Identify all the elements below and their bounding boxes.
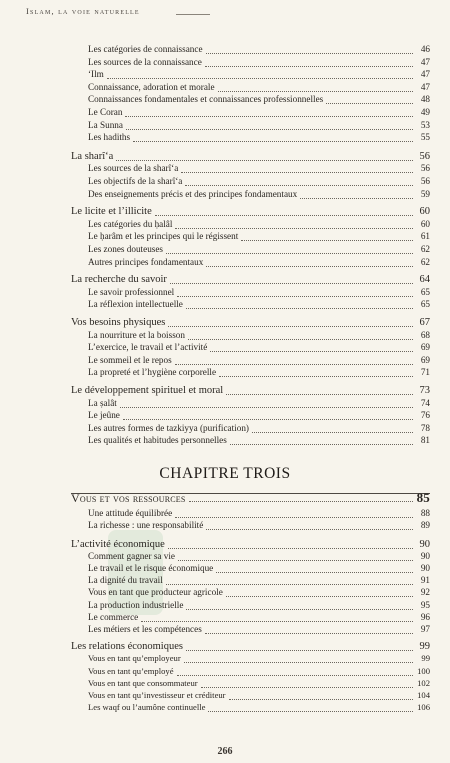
toc-entry-page: 74: [420, 397, 430, 408]
toc-leader-dots: [210, 343, 413, 352]
toc-entry-title: Les objectifs de la sharî‘a: [88, 176, 183, 186]
toc-entry-page: 99: [421, 653, 430, 664]
toc-entry-page: 73: [419, 385, 430, 396]
toc-entry-page: 92: [420, 587, 430, 598]
toc-entry-page: 64: [419, 274, 430, 286]
toc-entry-page: 91: [420, 575, 430, 586]
toc-entry-page: 102: [417, 677, 430, 688]
toc-leader-dots: [155, 207, 413, 216]
toc-subentry: [88, 652, 430, 665]
toc-subentry: [88, 298, 430, 311]
toc-entry-page: 76: [420, 410, 430, 421]
toc-entry-title: Comment gagner sa vie: [88, 550, 176, 561]
toc-entry-title: Les autres formes de tazkiyya (purification): [88, 422, 249, 433]
toc-subentry: [88, 507, 430, 520]
toc-leader-dots: [226, 588, 413, 597]
toc-entry-page: 89: [420, 520, 430, 531]
toc-subentry: [88, 93, 430, 106]
toc-leader-dots: [206, 258, 413, 267]
toc-subentry: [88, 230, 430, 243]
toc-entry-page: 78: [420, 422, 430, 433]
toc-leader-dots: [125, 108, 413, 117]
toc-entry-page: 47: [420, 56, 430, 67]
toc-entry-title: ‘Ilm: [88, 69, 104, 80]
toc-entry-title: Le Coran: [88, 107, 123, 117]
toc-leader-dots: [175, 356, 413, 365]
toc-leader-dots: [120, 399, 413, 408]
toc-entry: [71, 150, 430, 163]
toc-entry-title: Les sources de la sharî‘a: [88, 163, 179, 174]
toc-leader-dots: [141, 613, 413, 622]
toc-entry-page: 56: [420, 176, 430, 186]
toc-entry-title: Les relations économiques: [71, 641, 183, 653]
toc-entry-page: 67: [419, 317, 430, 328]
toc-entry-title: Le licite et l’illicite: [71, 206, 152, 218]
toc-subentry: [88, 623, 430, 636]
toc-subentry: [88, 586, 430, 599]
toc-leader-dots: [300, 190, 413, 199]
toc-subentry: [88, 329, 430, 342]
toc-entry-page: 71: [420, 367, 430, 378]
toc-entry-title: Vous en tant qu’investisseur et créditeur: [88, 690, 226, 700]
toc-leader-dots: [123, 411, 413, 420]
toc-subentry: [88, 256, 430, 269]
toc-entry-title: La richesse : une responsabilité: [88, 520, 204, 531]
toc-leader-dots: [170, 275, 413, 284]
toc-entry-title: Le savoir professionnel: [88, 286, 175, 297]
toc-entry-page: 68: [420, 329, 430, 340]
toc-subentry: [88, 397, 430, 410]
toc-subentry: [88, 56, 430, 69]
toc-entry-title: Le jeûne: [88, 410, 120, 421]
toc-subentry: [88, 162, 430, 175]
toc-entry-title: La Sunna: [88, 119, 123, 130]
toc-entry-title: Les qualités et habitudes personnelles: [88, 435, 227, 446]
toc-entry-title: Les sources de la connaissance: [88, 56, 202, 67]
toc-entry-title: Vous en tant qu’employeur: [88, 653, 181, 664]
toc-entry-page: 62: [420, 256, 430, 267]
toc-leader-dots: [206, 45, 413, 54]
toc-entry-page: 49: [420, 107, 430, 117]
toc-leader-dots: [216, 564, 413, 573]
toc-entry: [71, 316, 430, 329]
toc-entry-title: L’activité économique: [71, 538, 165, 550]
toc-subentry: [88, 131, 430, 144]
toc-leader-dots: [126, 121, 413, 130]
toc-entry-title: Vos besoins physiques: [71, 317, 166, 328]
toc-leader-dots: [178, 552, 413, 561]
toc-entry-page: 47: [420, 81, 430, 92]
toc-entry-page: 59: [420, 188, 430, 199]
toc-entry-title: La dignité du travail: [88, 575, 163, 586]
toc-entry: [71, 273, 430, 286]
toc-entry-page: 48: [420, 94, 430, 105]
toc-entry-title: Le travail et le risque économique: [88, 563, 214, 573]
toc-entry-page: 47: [420, 69, 430, 80]
toc-entry-page: 85: [416, 490, 430, 505]
toc-leader-dots: [230, 436, 413, 445]
toc-subentry: [88, 550, 430, 563]
toc-entry-page: 69: [420, 342, 430, 353]
toc-entry-title: La ṣalât: [88, 397, 117, 408]
toc-subentry: [88, 599, 430, 612]
toc-leader-dots: [116, 152, 413, 161]
toc-entry: [71, 538, 430, 551]
toc-leader-dots: [201, 679, 413, 688]
toc-leader-dots: [107, 70, 413, 79]
toc-entry-page: 106: [417, 702, 430, 713]
toc-entry-page: 55: [420, 132, 430, 143]
toc-entry-title: Une attitude équilibrée: [88, 508, 173, 519]
toc-subentry: [88, 434, 430, 447]
toc-subentry: [88, 701, 430, 714]
toc-entry: [71, 640, 430, 653]
toc-leader-dots: [168, 540, 413, 549]
running-header-title: Islam, la voie naturelle: [26, 6, 140, 16]
toc-leader-dots: [188, 331, 413, 340]
toc-entry-page: 97: [420, 624, 430, 634]
toc-entry-title: Les waqf ou l’aumône continuelle: [88, 702, 206, 713]
toc-entry-page: 69: [420, 354, 430, 365]
toc-leader-dots: [177, 288, 413, 297]
toc-entry-title: Vous en tant que consommateur: [88, 677, 198, 688]
toc-entry-title: Vous en tant que producteur agricole: [88, 587, 223, 598]
toc-leader-dots: [326, 95, 413, 104]
toc-leader-dots: [175, 509, 413, 518]
toc-leader-dots: [241, 232, 413, 241]
toc-leader-dots: [186, 601, 413, 610]
toc-leader-dots: [229, 691, 413, 700]
toc-entry-title: La sharî‘a: [71, 150, 114, 162]
toc-entry-page: 65: [420, 286, 430, 297]
toc-entry-title: La propreté et l’hygiène corporelle: [88, 367, 217, 378]
toc-leader-dots: [185, 177, 413, 186]
toc-leader-dots: [219, 368, 413, 377]
toc-entry-page: 62: [420, 244, 430, 254]
page-number: 266: [217, 746, 233, 757]
toc-leader-dots: [205, 625, 413, 634]
toc-subentry: [88, 341, 430, 354]
toc-leader-dots: [186, 642, 413, 651]
toc-subentry: [88, 409, 430, 422]
toc-entry-title: La production industrielle: [88, 599, 184, 610]
running-header: [26, 6, 430, 20]
toc-entry-title: Connaissance, adoration et morale: [88, 81, 215, 92]
toc-leader-dots: [181, 164, 413, 173]
toc-leader-dots: [252, 424, 413, 433]
toc-subentry: [88, 354, 430, 367]
toc-entry-page: 53: [420, 119, 430, 130]
header-rule: [176, 14, 210, 15]
toc-leader-dots: [168, 318, 413, 327]
toc-subentry: [88, 175, 430, 188]
toc-subentry: [88, 422, 430, 435]
toc-subentry: [88, 574, 430, 587]
toc-entry-page: 60: [420, 218, 430, 229]
toc-entry-page: 100: [417, 665, 430, 676]
toc-entry-title: Connaissances fondamentales et connaissances professionnelles: [88, 94, 324, 105]
toc-entry-title: Le ḥarâm et les principes qui le régissent: [88, 231, 239, 242]
toc-entry-page: 56: [420, 163, 430, 174]
toc-leader-dots: [175, 220, 413, 229]
toc-subentry: [88, 665, 430, 678]
toc-subentry: [88, 611, 430, 624]
toc-entry: [71, 384, 430, 397]
toc-entry-page: 90: [419, 538, 430, 550]
toc-subentry: [88, 519, 430, 532]
toc-leader-dots: [177, 667, 413, 676]
toc-entry-title: La réflexion intellectuelle: [88, 299, 183, 310]
toc-entry: [71, 205, 430, 218]
toc-subentry: [88, 81, 430, 94]
toc-entry-title: Vous en tant qu’employé: [88, 665, 174, 676]
toc-entry-page: 90: [420, 550, 430, 561]
toc-entry-title: Les zones douteuses: [88, 244, 164, 254]
toc-entry-page: 60: [419, 206, 430, 218]
toc-subentry: [88, 218, 430, 231]
toc-leader-dots: [186, 300, 413, 309]
toc-entry-page: 46: [420, 44, 430, 54]
toc-entry-title: La nourriture et la boisson: [88, 329, 185, 340]
toc-subentry: [88, 366, 430, 379]
toc-entry-title: Vous et vos ressources: [71, 491, 186, 505]
toc-subentry: [88, 286, 430, 299]
toc-entry-page: 90: [420, 563, 430, 573]
toc-entry-page: 56: [419, 150, 430, 162]
chapter-heading: CHAPITRE TROIS: [159, 465, 291, 482]
toc-entry-title: Le développement spirituel et moral: [71, 385, 224, 396]
toc-leader-dots: [226, 386, 413, 395]
toc-subentry: [88, 43, 430, 56]
toc-entry-page: 104: [417, 690, 430, 700]
toc-leader-dots: [206, 521, 413, 530]
toc-entry-title: Les métiers et les compétences: [88, 624, 202, 634]
toc-leader-dots: [205, 58, 413, 67]
toc-leader-dots: [189, 493, 413, 502]
toc-subentry: [88, 106, 430, 119]
toc-leader-dots: [166, 576, 413, 585]
toc-subentry: [88, 188, 430, 201]
toc-subentry: [88, 562, 430, 575]
toc-subentry: [88, 119, 430, 132]
toc-leader-dots: [133, 133, 413, 142]
toc-entry-title: L’exercice, le travail et l’activité: [88, 342, 208, 353]
toc-subentry: [88, 689, 430, 702]
toc-leader-dots: [166, 245, 413, 254]
toc-entry-page: 88: [420, 508, 430, 519]
toc-entry-page: 95: [420, 599, 430, 610]
toc-entry-page: 65: [420, 299, 430, 310]
toc-subentry: [88, 243, 430, 256]
toc-leader-dots: [208, 703, 413, 712]
toc-leader-dots: [184, 654, 413, 663]
toc-subentry: [88, 68, 430, 81]
toc-entry-page: 61: [420, 231, 430, 242]
toc-entry-title: Les catégories du ḥalâl: [88, 218, 173, 229]
toc-entry-title: Des enseignements précis et des principes fondamentaux: [88, 188, 298, 199]
toc-leader-dots: [218, 83, 413, 92]
toc-entry-title: Le commerce: [88, 611, 139, 622]
toc-entry-title: La recherche du savoir: [71, 274, 167, 286]
toc-entry-title: Autres principes fondamentaux: [88, 256, 204, 267]
toc-entry-title: Les catégories de connaissance: [88, 44, 203, 54]
toc-entry-title: Les hadiths: [88, 132, 131, 143]
toc-entry-title: Le sommeil et le repos: [88, 354, 172, 365]
toc-entry-page: 99: [419, 641, 430, 653]
toc-entry-page: 81: [420, 435, 430, 446]
toc-subentry: [88, 677, 430, 690]
toc-entry-page: 96: [420, 611, 430, 622]
toc-entry: [71, 491, 430, 504]
